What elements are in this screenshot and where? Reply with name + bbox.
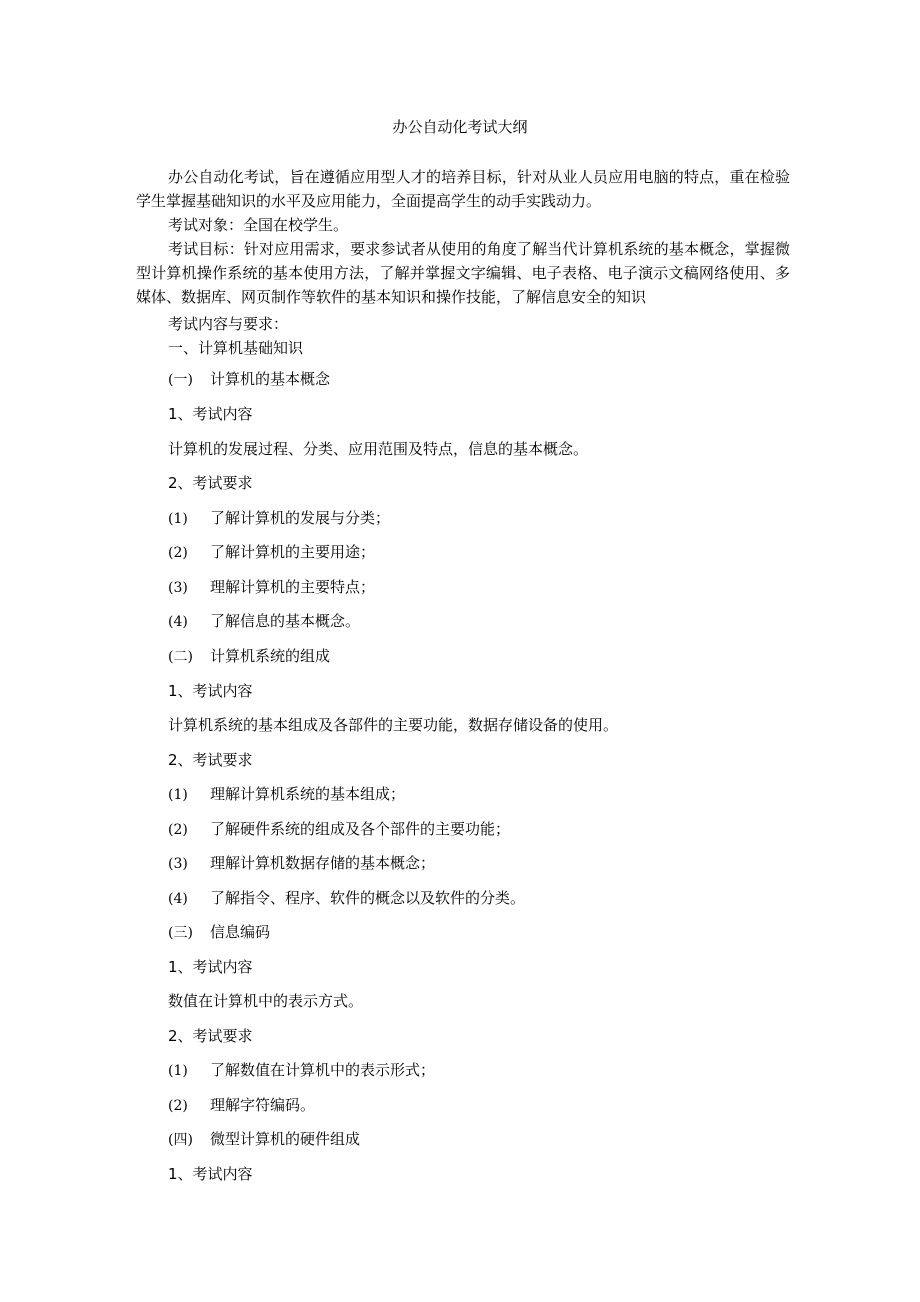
outline-line [168, 783, 405, 806]
outline-line [168, 438, 588, 460]
outline-line [168, 645, 330, 668]
outline-line-text: 2、考试要求 [168, 751, 253, 769]
outline-line-number: (三) [168, 925, 193, 941]
outline-line-number: (2) [168, 822, 188, 838]
outline-line-number: (二) [168, 649, 193, 665]
outline-line-text: 了解计算机的主要用途； [210, 543, 376, 561]
outline-line [168, 749, 253, 771]
outline-line-number: (1) [168, 1063, 188, 1079]
outline-line-text: 2、考试要求 [168, 1027, 253, 1045]
outline-line-number: (四) [168, 1132, 193, 1148]
outline-line-text: 理解计算机的主要特点； [210, 578, 376, 596]
outline-line-text: 一、计算机基础知识 [168, 339, 304, 357]
outline-line [168, 852, 435, 875]
outline-line-number: (4) [168, 891, 188, 907]
outline-line [168, 313, 288, 335]
outline-line [168, 1163, 253, 1185]
outline-line-number: (1) [168, 787, 188, 803]
outline-line-text: 1、考试内容 [168, 1165, 253, 1183]
outline-line-text: 数值在计算机中的表示方式。 [168, 992, 364, 1010]
outline-line-text: 计算机的发展过程、分类、应用范围及特点，信息的基本概念。 [168, 440, 589, 458]
outline-line [168, 887, 525, 910]
outline-line-text: 微型计算机的硬件组成 [210, 1130, 361, 1148]
outline-line-text: 了解指令、程序、软件的概念以及软件的分类。 [210, 889, 526, 907]
outline-line-text: 了解数值在计算机中的表示形式； [210, 1061, 436, 1079]
outline-line-text: 计算机系统的组成 [210, 647, 331, 665]
outline-line [168, 368, 330, 391]
outline-line [168, 507, 390, 530]
outline-line-number: (3) [168, 580, 188, 596]
outline-line-number: (4) [168, 614, 188, 630]
outline-line-text: 考试内容与要求： [168, 315, 289, 333]
outline-line-number: (2) [168, 1098, 188, 1114]
outline-line [168, 472, 253, 494]
outline-line [168, 956, 253, 978]
outline-line [168, 337, 303, 359]
outline-line-text: 计算机的基本概念 [210, 370, 331, 388]
outline-line [168, 610, 360, 633]
outline-line-text: 了解计算机的发展与分类； [210, 509, 391, 527]
outline-line-text: 了解信息的基本概念。 [210, 612, 361, 630]
outline-line-text: 1、考试内容 [168, 958, 253, 976]
intro-paragraph: 办公自动化考试，旨在遵循应用型人才的培养目标，针对从业人员应用电脑的特点，重在检验学生掌握基础知识的水平及应用能力，全面提高学生的动手实践动力。 [136, 168, 790, 210]
outline-line-text: 1、考试内容 [168, 682, 253, 700]
outline-line [168, 818, 510, 841]
outline-line [168, 403, 253, 425]
outline-line-text: 1、考试内容 [168, 405, 253, 423]
outline-line-number: (1) [168, 511, 188, 527]
outline-line-text: 信息编码 [210, 923, 271, 941]
outline-line [168, 990, 363, 1012]
outline-line-text: 理解计算机数据存储的基本概念； [210, 854, 436, 872]
exam-goal-paragraph: 考试目标：针对应用需求，要求参试者从使用的角度了解当代计算机系统的基本概念，掌握微型计算机操作系统的基本使用方法，了解并掌握文字编辑、电子表格、电子演示文稿网络使用、多媒体、数据库、网页制作等软件的基本知识和操作技能，了解信息安全的知识 [136, 240, 790, 306]
outline-line [168, 921, 270, 944]
outline-line [168, 1128, 360, 1151]
document-title: 办公自动化考试大纲 [392, 118, 528, 136]
outline-line-text: 理解字符编码。 [210, 1096, 316, 1114]
outline-line [168, 714, 618, 736]
exam-target-paragraph: 考试对象：全国在校学生。 [168, 216, 349, 234]
outline-line-text: 2、考试要求 [168, 474, 253, 492]
outline-line-number: (一) [168, 372, 193, 388]
outline-line [168, 576, 375, 599]
outline-line-number: (3) [168, 856, 188, 872]
outline-line-text: 了解硬件系统的组成及各个部件的主要功能； [210, 820, 511, 838]
outline-line-text: 理解计算机系统的基本组成； [210, 785, 406, 803]
outline-line-number: (2) [168, 545, 188, 561]
outline-line-text: 计算机系统的基本组成及各部件的主要功能，数据存储设备的使用。 [168, 716, 619, 734]
outline-line [168, 680, 253, 702]
outline-line [168, 541, 375, 564]
outline-line [168, 1094, 315, 1117]
outline-line [168, 1025, 253, 1047]
outline-line [168, 1059, 435, 1082]
